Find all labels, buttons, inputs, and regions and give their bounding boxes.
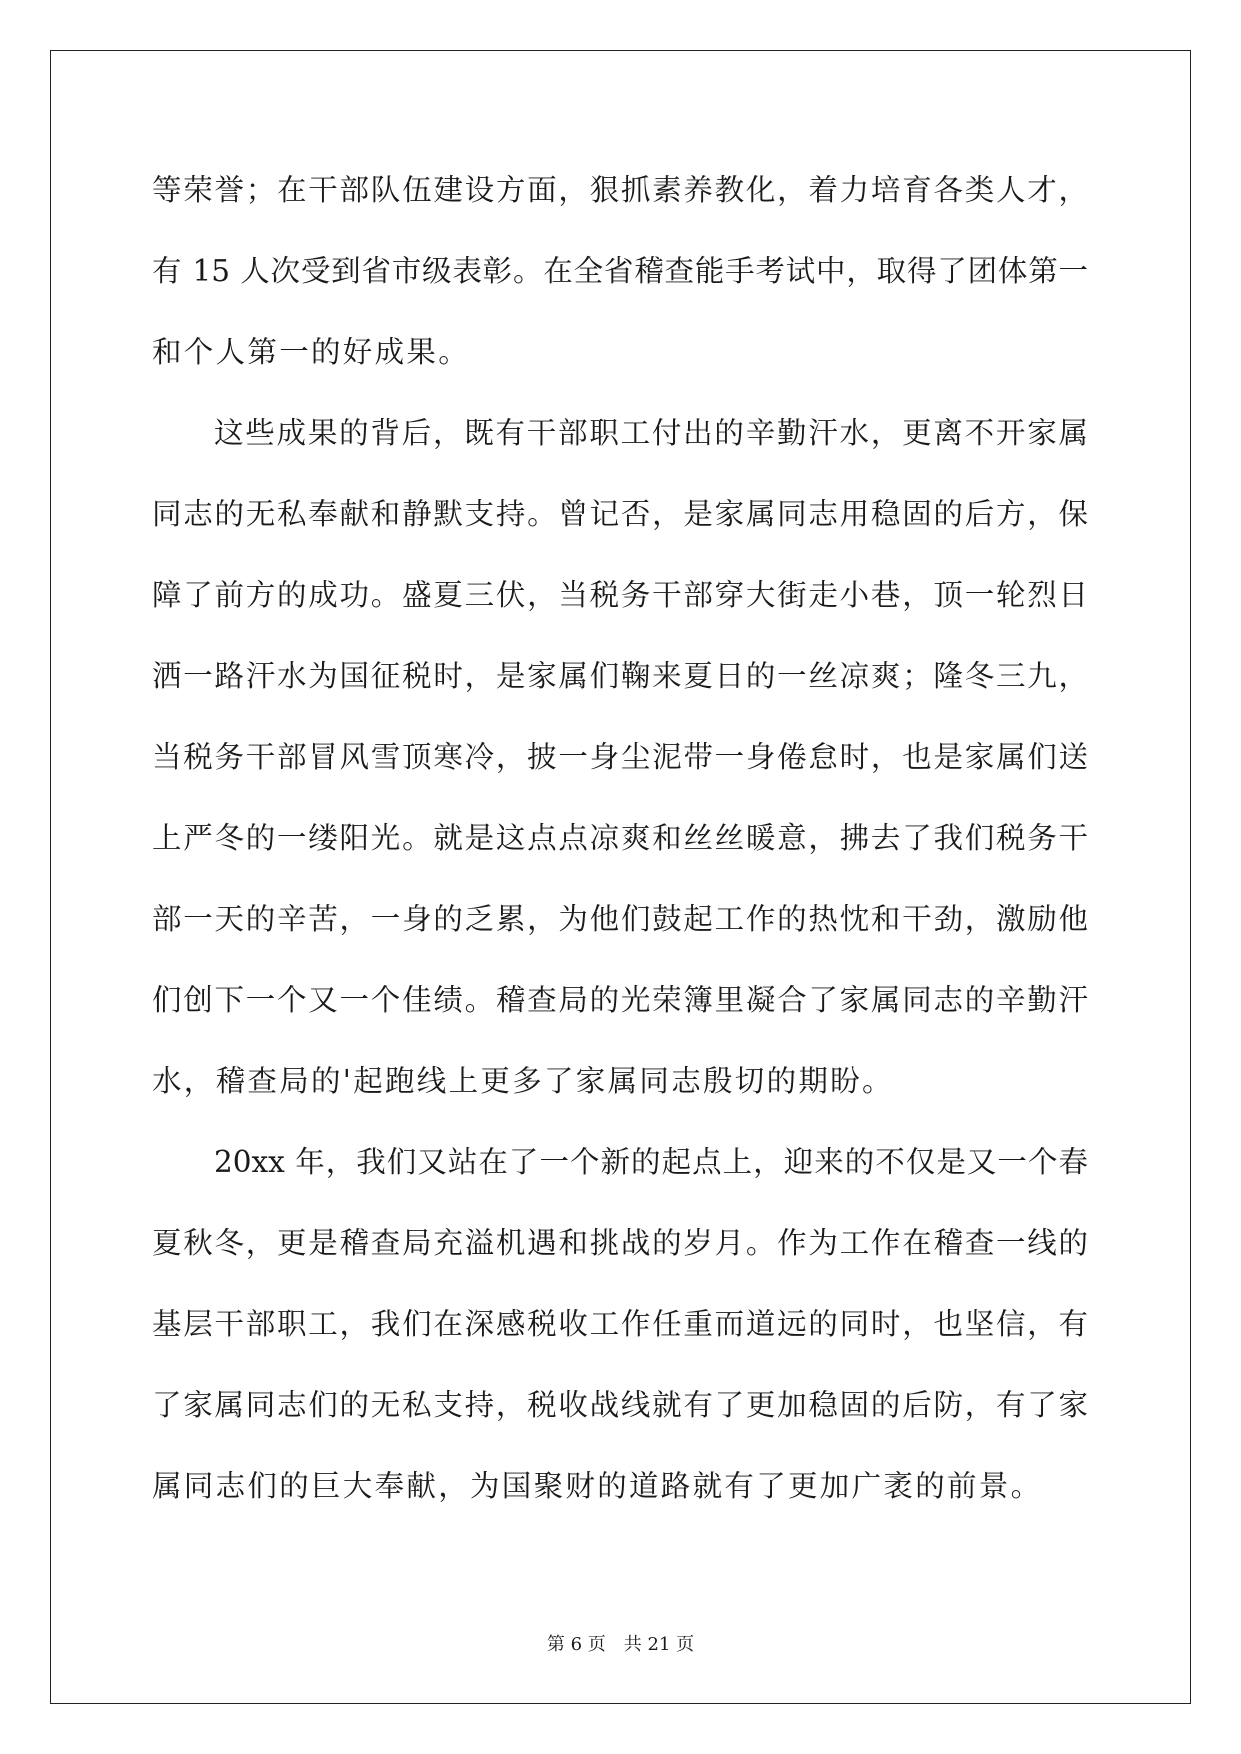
text-line: 同志的无私奉献和静默支持。曾记否，是家属同志用稳固的后方，保	[152, 497, 1088, 531]
text-line: 有 15 人次受到省市级表彰。在全省稽查能手考试中，取得了团体第一	[152, 254, 1088, 288]
text-line: 基层干部职工，我们在深感税收工作任重而道远的同时，也坚信，有	[152, 1307, 1088, 1341]
text-line: 和个人第一的好成果。	[152, 335, 471, 369]
text-line: 障了前方的成功。盛夏三伏，当税务干部穿大街走小巷，顶一轮烈日	[152, 578, 1088, 612]
text-line: 等荣誉；在干部队伍建设方面，狠抓素养教化，着力培育各类人才，	[152, 173, 1088, 207]
text-line: 了家属同志们的无私支持，税收战线就有了更加稳固的后防，有了家	[152, 1388, 1088, 1422]
text-line: 上严冬的一缕阳光。就是这点点凉爽和丝丝暖意，拂去了我们税务干	[152, 821, 1088, 855]
text-line: 20xx 年，我们又站在了一个新的起点上，迎来的不仅是又一个春	[214, 1145, 1088, 1179]
document-body	[152, 150, 1088, 1527]
text-line: 洒一路汗水为国征税时，是家属们鞠来夏日的一丝凉爽；隆冬三九，	[152, 659, 1088, 693]
text-line: 这些成果的背后，既有干部职工付出的辛勤汗水，更离不开家属	[214, 416, 1088, 450]
text-line: 属同志们的巨大奉献，为国聚财的道路就有了更加广袤的前景。	[152, 1469, 1043, 1503]
page-number: 第 6 页 共 21 页	[546, 1634, 695, 1655]
text-line: 水，稽查局的'起跑线上更多了家属同志殷切的期盼。	[152, 1064, 894, 1098]
text-line: 部一天的辛苦，一身的乏累，为他们鼓起工作的热忱和干劲，激励他	[152, 902, 1088, 936]
text-line: 们创下一个又一个佳绩。稽查局的光荣簿里凝合了家属同志的辛勤汗	[152, 983, 1088, 1017]
text-line: 夏秋冬，更是稽查局充溢机遇和挑战的岁月。作为工作在稽查一线的	[152, 1226, 1088, 1260]
text-line: 当税务干部冒风雪顶寒冷，披一身尘泥带一身倦怠时，也是家属们送	[152, 740, 1088, 774]
